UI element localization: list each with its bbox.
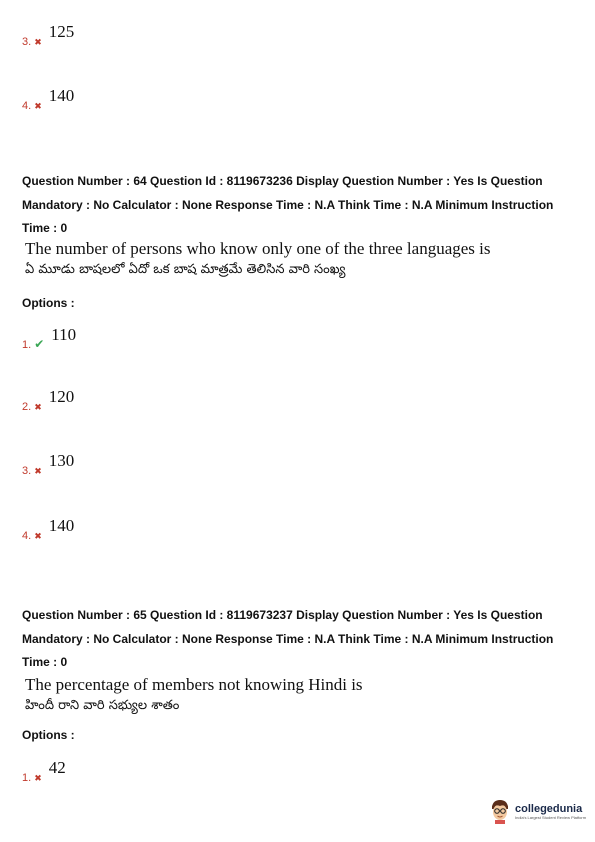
option-value: 120 [48,387,75,406]
option-number: 2. [22,401,32,413]
option-value: 110 [51,325,77,344]
wrong-mark-icon: ✖ [34,38,42,48]
logo-wordmark: collegedunia [515,802,583,815]
options-label: Options : [22,296,75,310]
question-meta-line: Question Number : 64 Question Id : 8119673236 Display Question Number : Yes Is Question [22,174,543,188]
question-meta-line: Mandatory : No Calculator : None Response Time : N.A Think Time : N.A Minimum Instruction [22,198,554,212]
collegedunia-logo [489,798,586,824]
question-text-telugu: ఏ మూడు బాషలలో ఏదో ఒక బాష మాత్రమే తెలిసిన వారి సంఖ్య [25,262,346,277]
correct-check-icon: ✔ [34,337,45,351]
wrong-mark-icon: ✖ [34,774,42,784]
question-text-english: The number of persons who know only one of the three languages is [25,239,491,258]
option-row [22,86,75,112]
option-value: 130 [48,451,75,470]
option-value: 125 [48,22,75,41]
option-number: 4. [22,530,32,542]
option-value: 140 [48,516,75,535]
option-number: 4. [22,100,32,112]
question-text-telugu: హిందీ రాని వారి సభ్యుల శాతం [25,698,180,713]
wrong-mark-icon: ✖ [34,102,42,112]
option-number: 3. [22,465,32,477]
question-meta-line: Mandatory : No Calculator : None Response Time : N.A Think Time : N.A Minimum Instruction [22,632,554,646]
logo-tagline: India's Largest Student Review Platform [515,814,587,820]
option-row [22,451,75,477]
option-row [22,387,75,413]
question-meta-line: Time : 0 [22,221,68,235]
wrong-mark-icon: ✖ [34,532,42,542]
option-number: 3. [22,36,32,48]
question-meta-line: Time : 0 [22,655,68,669]
question-text-english: The percentage of members not knowing Hindi is [25,675,363,694]
option-row [22,758,66,784]
option-value: 42 [48,758,66,777]
question-meta-line: Question Number : 65 Question Id : 8119673237 Display Question Number : Yes Is Question [22,608,543,622]
option-row [22,325,77,351]
wrong-mark-icon: ✖ [34,467,42,477]
option-row [22,22,75,48]
wrong-mark-icon: ✖ [34,403,42,413]
option-value: 140 [48,86,75,105]
options-label: Options : [22,728,75,742]
option-number: 1. [22,772,32,784]
option-row [22,516,75,542]
option-number: 1. [22,339,32,351]
mascot-face-icon [489,798,511,824]
